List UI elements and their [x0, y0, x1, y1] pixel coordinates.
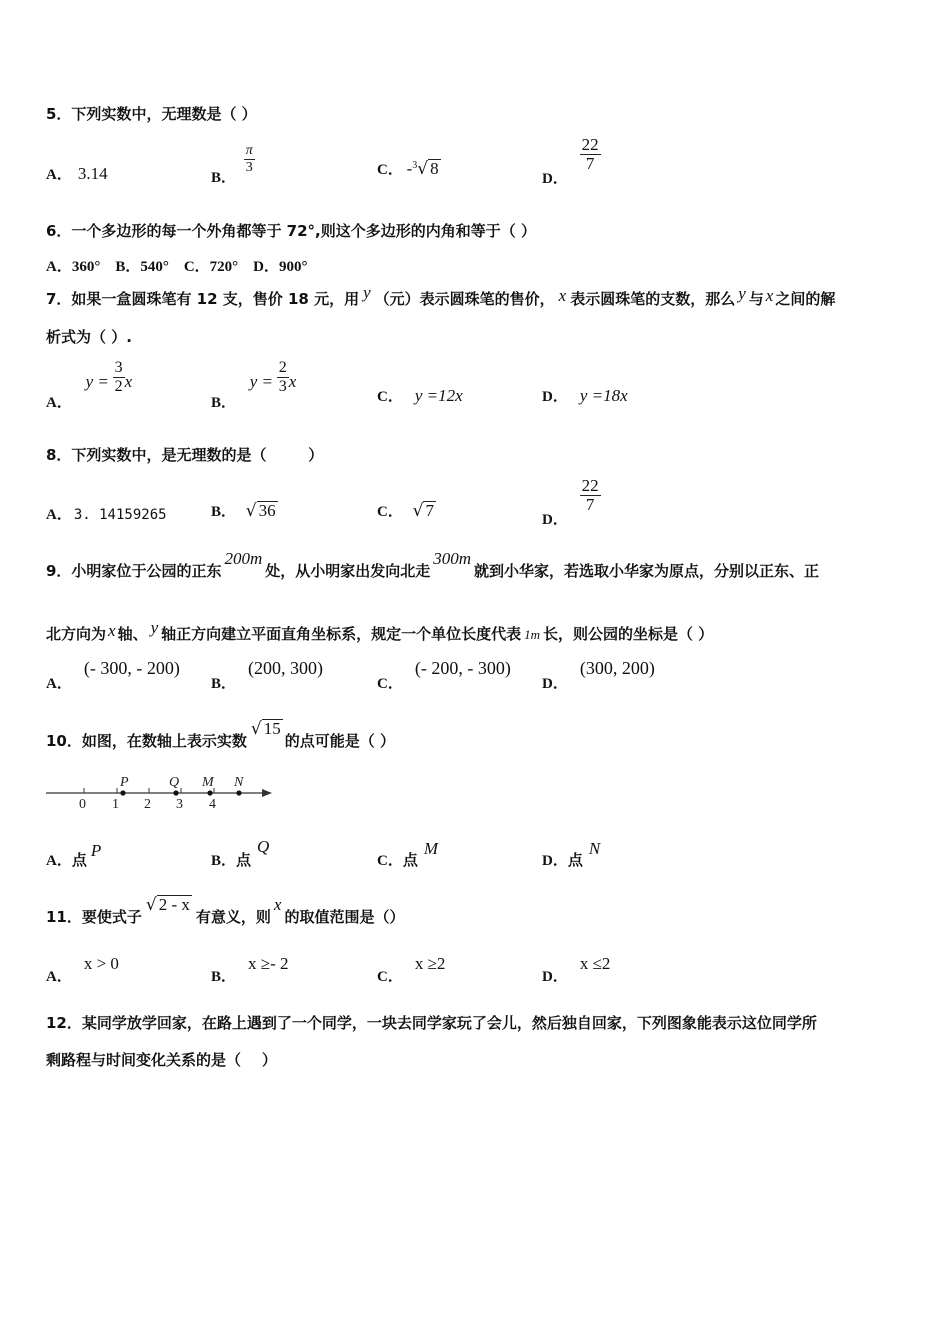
q11-text-a: 11．要使式子	[46, 908, 142, 926]
q11-text-b: 有意义，则	[195, 908, 271, 926]
q11-d-label: D．	[542, 969, 568, 985]
q5-b-denominator: 3	[245, 159, 253, 175]
radical-icon: √	[412, 501, 424, 521]
point-n	[236, 790, 241, 795]
q10-option-d[interactable]	[542, 838, 601, 869]
q5-option-b[interactable]	[211, 143, 255, 186]
q7-text-b: （元）表示圆珠笔的售价，	[374, 290, 555, 308]
q5-d-fraction	[580, 136, 601, 174]
q10-text-b: 的点可能是（ ）	[284, 732, 395, 750]
q5-option-a[interactable]	[46, 163, 108, 184]
q7-b-label: B．	[211, 395, 237, 412]
q5-a-label: A．	[46, 167, 72, 183]
q7-line1	[46, 283, 836, 309]
q10-option-c[interactable]	[377, 838, 439, 869]
q7-b-denominator: 3	[278, 377, 287, 395]
q8-c-label: C．	[377, 504, 403, 520]
q8-d-numerator: 22	[581, 476, 599, 495]
q7-text-e: 之间的解	[775, 290, 836, 308]
q10-c-label: C．点	[377, 853, 418, 869]
q5-b-fraction	[244, 144, 255, 175]
point-p	[120, 790, 125, 795]
q7-d-expr: y =18x	[579, 386, 628, 405]
q9-text-g: 长，则公园的坐标是（ ）	[543, 625, 714, 643]
q8-option-a[interactable]	[46, 503, 167, 524]
q9-line2	[46, 618, 714, 644]
q5-b-numerator: π	[245, 143, 253, 158]
q7-a-label: A．	[46, 395, 72, 412]
q7-c-expr: y =12x	[414, 386, 463, 405]
q10-radicand: 15	[263, 719, 281, 738]
q10-option-a[interactable]	[46, 840, 102, 869]
q9-unit: 1m	[524, 627, 541, 642]
q8-option-b[interactable]	[211, 500, 278, 521]
radical-icon: √	[245, 501, 257, 521]
q10-option-b[interactable]	[211, 836, 270, 869]
q5-option-c[interactable]	[377, 158, 441, 179]
point-m	[207, 790, 212, 795]
point-label-n: N	[234, 775, 244, 790]
number-line	[40, 768, 280, 816]
q9-c-value: (- 200, - 300)	[414, 658, 511, 678]
q7-var-y: y	[363, 283, 371, 302]
q9-option-c[interactable]	[377, 658, 511, 692]
q9-dist2: 300m	[433, 549, 472, 568]
point-q	[173, 790, 178, 795]
radical-icon: √	[417, 159, 429, 179]
q9-a-value: (- 300, - 200)	[83, 658, 180, 678]
tick-label-2: 2	[144, 797, 151, 812]
q7-option-a[interactable]	[46, 359, 133, 412]
q5-c-index: 3	[412, 160, 418, 171]
q11-option-a[interactable]	[46, 953, 119, 985]
q10-a-point: P	[90, 841, 102, 860]
axis-arrow-icon	[262, 789, 272, 797]
q8-c-radicand: 7	[425, 501, 434, 520]
point-label-q: Q	[169, 775, 180, 790]
q8-d-denominator: 7	[585, 494, 595, 514]
q9-a-label: A．	[46, 676, 72, 692]
q11-option-b[interactable]	[211, 953, 289, 985]
q9-text-e: 轴、	[117, 625, 148, 643]
q7-var-y2: y	[738, 284, 746, 303]
q9-option-d[interactable]	[542, 658, 655, 692]
q9-text-d: 北方向为	[46, 625, 107, 643]
q9-text-f: 轴正方向建立平面直角坐标系，规定一个单位长度代表	[161, 625, 522, 643]
q11-text-c: 的取值范围是（）	[284, 908, 405, 926]
q7-d-label: D．	[542, 389, 568, 405]
q9-d-label: D．	[542, 676, 568, 692]
q7-text-c: 表示圆珠笔的支数，那么	[570, 290, 736, 308]
point-label-p: P	[120, 775, 129, 790]
q5-d-denominator: 7	[585, 153, 595, 173]
q5-c-minus: -	[406, 159, 413, 178]
q9-option-b[interactable]	[211, 658, 324, 692]
q9-c-label: C．	[377, 676, 403, 692]
q5-c-label: C．	[377, 162, 403, 178]
q7-c-label: C．	[377, 389, 403, 405]
q7-b-var: x	[288, 372, 297, 392]
q8-d-label: D．	[542, 512, 568, 529]
q6-stem: 6．一个多边形的每一个外角都等于 72°,则这个多边形的内角和等于（ ）	[46, 222, 536, 240]
q11-a-label: A．	[46, 969, 72, 985]
q8-a-label: A．	[46, 507, 72, 523]
q8-b-radicand: 36	[258, 501, 276, 520]
tick-label-4: 4	[209, 797, 216, 812]
q10-a-label: A．点	[46, 853, 87, 869]
q10-d-label: D．点	[542, 853, 583, 869]
q11-a-value: x > 0	[83, 954, 119, 973]
q5-option-d[interactable]	[542, 135, 601, 188]
q10-c-point: M	[423, 839, 439, 858]
q9-text-a: 9．小明家位于公园的正东	[46, 562, 222, 580]
q11-c-label: C．	[377, 969, 403, 985]
q5-stem: 5．下列实数中，无理数是（ ）	[46, 105, 257, 123]
q7-text-d: 与	[748, 290, 764, 308]
q11-b-value: x ≥- 2	[248, 954, 289, 973]
tick-label-1: 1	[112, 797, 119, 812]
q9-text-c: 就到小华家，若选取小华家为原点，分别以正东、正	[474, 562, 820, 580]
q7-a-lhs: y =	[85, 372, 109, 392]
q10-stem	[46, 718, 395, 750]
q9-b-label: B．	[211, 676, 237, 692]
q7-option-d[interactable]	[542, 385, 628, 406]
q10-text-a: 10．如图，在数轴上表示实数	[46, 732, 247, 750]
q11-stem	[46, 894, 405, 926]
q11-b-label: B．	[211, 969, 237, 985]
q8-stem: 8．下列实数中，是无理数的是（ ）	[46, 446, 324, 464]
radical-icon: √	[250, 719, 262, 739]
q12-line1: 12．某同学放学回家，在路上遇到了一个同学，一块去同学家玩了会儿，然后独自回家，下列图象能表示这位同学所	[46, 1014, 817, 1032]
q10-b-point: Q	[257, 837, 270, 856]
q7-b-numerator: 2	[278, 359, 287, 376]
q7-a-numerator: 3	[114, 359, 123, 376]
q9-text-b: 处，从小明家出发向北走	[265, 562, 431, 580]
q11-var-x: x	[273, 895, 282, 914]
q11-c-value: x ≥2	[414, 954, 446, 973]
q7-option-b[interactable]	[211, 359, 297, 412]
q11-option-d[interactable]	[542, 953, 611, 985]
q11-d-value: x ≤2	[579, 954, 611, 973]
q7-a-var: x	[124, 372, 133, 392]
q9-var-y: y	[150, 618, 159, 637]
q5-a-value: 3.14	[77, 164, 108, 183]
point-label-m: M	[202, 775, 214, 790]
q9-line1	[46, 549, 820, 581]
q11-radicand: 2 - x	[158, 895, 190, 914]
q8-b-label: B．	[211, 504, 237, 520]
q7-a-denominator: 2	[114, 377, 123, 395]
q7-var-x2: x	[765, 286, 774, 305]
q7-b-lhs: y =	[249, 372, 274, 392]
radical-icon: √	[145, 895, 157, 915]
q10-d-point: N	[588, 839, 601, 858]
q11-option-c[interactable]	[377, 953, 446, 985]
q5-d-numerator: 22	[581, 135, 599, 154]
q6-options[interactable]: A．360° B．540° C．720° D．900°	[46, 259, 308, 275]
tick-label-3: 3	[176, 797, 183, 812]
q9-b-value: (200, 300)	[248, 658, 324, 678]
q5-c-radicand: 8	[430, 159, 439, 178]
q7-var-x: x	[558, 286, 567, 305]
q8-option-d[interactable]	[542, 476, 601, 529]
q8-d-fraction	[580, 477, 601, 515]
tick-label-0: 0	[79, 797, 86, 812]
q7-text-a: 7．如果一盒圆珠笔有 12 支，售价 18 元，用	[46, 290, 360, 308]
q10-b-label: B．点	[211, 853, 252, 869]
q7-b-fraction	[277, 360, 289, 395]
q9-d-value: (300, 200)	[579, 658, 655, 678]
q7-option-c[interactable]	[377, 385, 463, 406]
q7-a-fraction	[113, 360, 125, 395]
q8-a-value: 3. 14159265	[73, 507, 167, 523]
q9-option-a[interactable]	[46, 658, 180, 692]
q12-line2: 剩路程与时间变化关系的是（ ）	[46, 1051, 277, 1069]
q9-dist1: 200m	[224, 549, 263, 568]
q7-line2: 析式为（ ）.	[46, 328, 132, 346]
axis-ticks	[84, 788, 214, 793]
q5-b-label: B．	[211, 169, 237, 186]
q8-option-c[interactable]	[377, 500, 436, 521]
q9-var-x: x	[108, 621, 116, 640]
q5-d-label: D．	[542, 171, 568, 188]
